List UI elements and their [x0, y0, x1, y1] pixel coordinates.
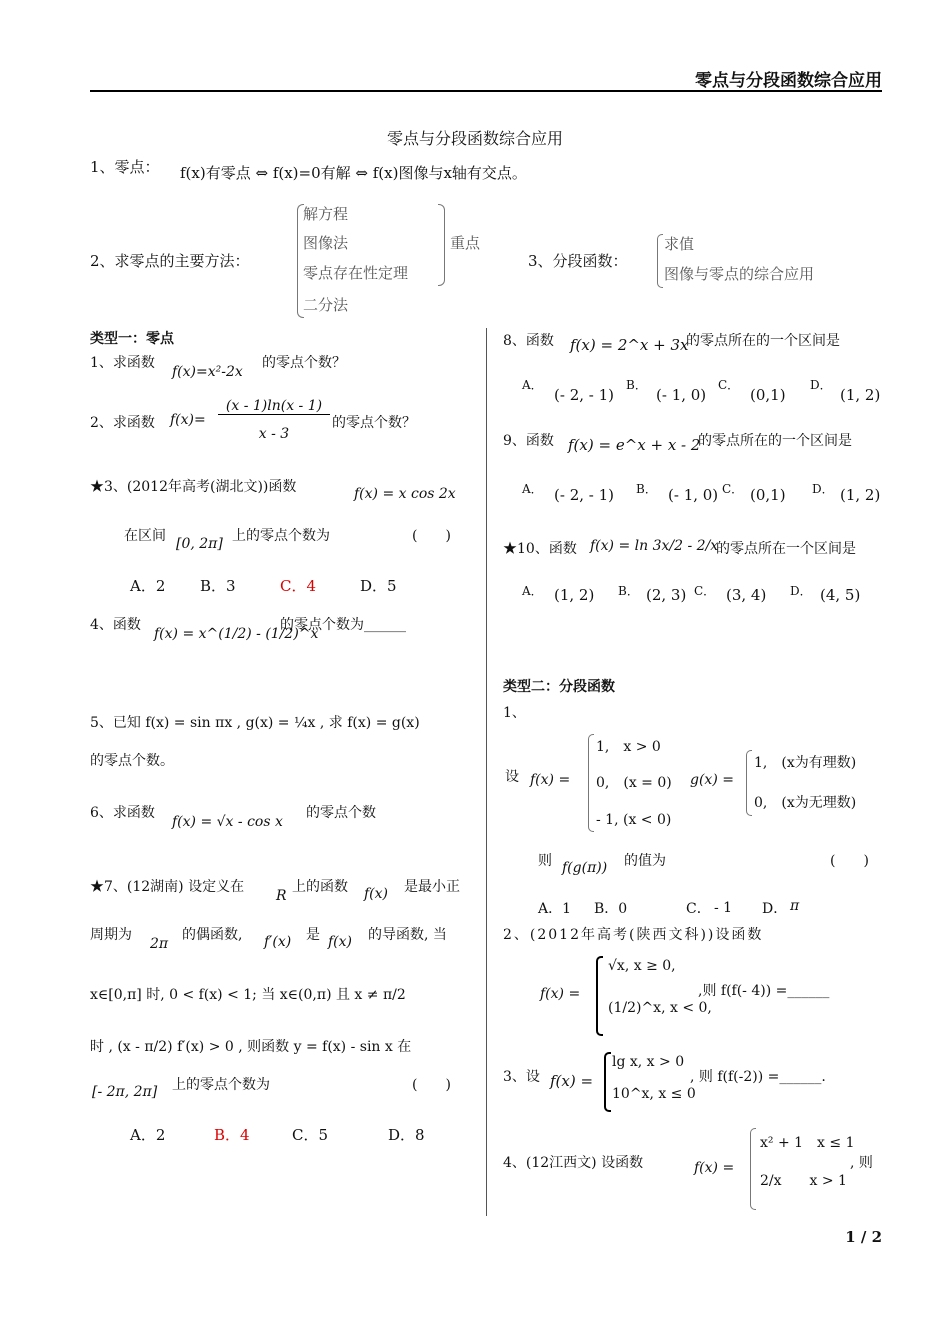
q9-tail: 的零点所在的一个区间是 — [698, 433, 852, 449]
q7-line2b: 的偶函数, — [182, 927, 243, 943]
q8-a-label: A． — [522, 378, 543, 392]
p4-lhs: f(x) = — [694, 1160, 735, 1176]
page-number: 1 / 2 — [845, 1228, 882, 1246]
q9-a-label: A． — [522, 482, 543, 496]
q10-label: ★10、函数 — [503, 541, 577, 557]
p1-g-lhs: g(x) = — [690, 772, 734, 788]
q4-tail: 的零点个数为______ — [280, 617, 406, 633]
q3-label: ★3、(2012年高考(湖北文))函数 — [90, 479, 297, 495]
q6-formula: f(x) = √x - cos x — [172, 814, 283, 830]
q7-R: R — [276, 888, 287, 904]
q9-d-label: D． — [812, 482, 834, 496]
q10-b-label: B． — [618, 584, 639, 598]
q3-line2-tail: 上的零点个数为 — [232, 528, 330, 544]
p1-expr: f(g(π)) — [562, 860, 608, 876]
p1-f-case2: 0, (x = 0) — [596, 775, 672, 791]
p1-option-b: B．0 — [594, 901, 628, 917]
q8-label: 8、函数 — [503, 333, 554, 349]
q2-lhs: f(x)= — [170, 412, 206, 428]
q8-formula: f(x) = 2^x + 3x — [570, 336, 689, 354]
p4-case1: x² + 1 x ≤ 1 — [760, 1135, 855, 1151]
p3-label: 3、设 — [503, 1069, 540, 1085]
doc-title: 零点与分段函数综合应用 — [386, 129, 563, 148]
q8-d-value: (1, 2) — [840, 386, 881, 404]
q7-paren: ( ) — [412, 1077, 451, 1093]
q7-line4: 时 , (x - π/2) f′(x) > 0 , 则函数 y = f(x) - sin x 在 — [90, 1039, 412, 1055]
q7-line3: x∈[0,π] 时, 0 < f(x) < 1; 当 x∈(0,π) 且 x ≠ π/2 — [90, 987, 406, 1003]
intro-q3-label: 3、分段函数： — [528, 252, 628, 270]
q7-line2d: 的导函数, 当 — [368, 927, 447, 943]
type1-heading: 类型一：零点 — [90, 331, 174, 347]
p3-lhs: f(x) = — [550, 1072, 594, 1090]
type2-heading: 类型二：分段函数 — [503, 679, 615, 695]
q2-denominator: x - 3 — [258, 426, 290, 442]
header-rule — [90, 90, 882, 92]
p1-option-c-value: - 1 — [714, 900, 733, 916]
q7-line5: 上的零点个数为 — [172, 1077, 270, 1093]
q7-fx: f(x) — [364, 886, 389, 902]
p3-brace — [604, 1052, 611, 1112]
q10-formula: f(x) = ln 3x/2 - 2/x — [590, 538, 719, 554]
q3-formula: f(x) = x cos 2x — [354, 486, 456, 502]
q3-line2: 在区间 — [124, 528, 166, 544]
q3-interval: [0, 2π] — [176, 536, 223, 552]
q7-option-a: A．2 — [130, 1126, 166, 1144]
p1-option-d-label: D． — [762, 901, 788, 917]
p1-f-brace — [588, 734, 594, 832]
methods-right-brace — [438, 204, 445, 286]
q10-a-label: A． — [522, 584, 543, 598]
p1-tail: 的值为 — [624, 853, 666, 869]
p1-then: 则 — [538, 853, 552, 869]
q6-tail: 的零点个数 — [306, 805, 376, 821]
p4-label: 4、(12江西文) 设函数 — [503, 1155, 644, 1171]
p2-tail: ,则 f(f(- 4)) =______ — [698, 983, 830, 999]
q4-formula: f(x) = x^(1/2) - (1/2)^x — [154, 626, 319, 642]
q10-c-value: (3, 4) — [726, 586, 767, 604]
p2-lhs: f(x) = — [540, 986, 581, 1002]
q9-b-value: (- 1, 0) — [668, 486, 719, 504]
p2-case1: √x, x ≥ 0, — [608, 958, 676, 974]
p4-case2: 2/x x > 1 — [760, 1173, 847, 1189]
q8-c-label: C． — [718, 378, 740, 392]
q7-2pi: 2π — [150, 936, 169, 952]
q8-d-label: D． — [810, 378, 832, 392]
q10-c-label: C． — [694, 584, 716, 598]
p1-f-case1: 1, x > 0 — [596, 739, 661, 755]
p1-g-case2: 0, (x为无理数) — [754, 795, 857, 811]
q7-fprime: f′(x) — [264, 934, 292, 950]
method-4: 二分法 — [303, 296, 349, 314]
p1-f-case3: - 1, (x < 0) — [596, 812, 672, 828]
p1-label: 1、 — [503, 705, 526, 721]
q7-option-d: D．8 — [388, 1126, 425, 1144]
p3-case2: 10^x, x ≤ 0 — [612, 1086, 696, 1102]
p1-g-brace — [746, 750, 752, 816]
q7-line2a: 周期为 — [90, 927, 132, 943]
q7-fx2: f(x) — [328, 934, 353, 950]
q5-line1: 5、已知 f(x) = sin πx , g(x) = ¼x , 求 f(x) = g(x) — [90, 715, 420, 731]
q9-d-value: (1, 2) — [840, 486, 881, 504]
p1-f-lhs: f(x) = — [530, 772, 571, 788]
q9-c-value: (0,1) — [750, 486, 786, 504]
q1-label: 1、求函数 — [90, 355, 155, 371]
q1-formula: f(x)=x²-2x — [172, 364, 243, 380]
q7-interval: [- 2π, 2π] — [92, 1084, 158, 1100]
q8-tail: 的零点所在的一个区间是 — [686, 333, 840, 349]
q10-d-value: (4, 5) — [820, 586, 861, 604]
q9-c-label: C． — [722, 482, 744, 496]
method-3: 零点存在性定理 — [303, 264, 409, 282]
q7-line2c: 是 — [306, 927, 320, 943]
p4-brace — [750, 1128, 756, 1210]
q9-a-value: (- 2, - 1) — [554, 486, 614, 504]
q10-tail: 的零点所在一个区间是 — [716, 541, 856, 557]
header-title: 零点与分段函数综合应用 — [695, 71, 882, 91]
q8-a-value: (- 2, - 1) — [554, 386, 614, 404]
method-2: 图像法 — [303, 234, 349, 252]
column-divider — [486, 328, 487, 1216]
p1-paren: ( ) — [830, 853, 869, 869]
p3-case1: lg x, x > 0 — [612, 1054, 685, 1070]
intro-q1-text: f(x)有零点 ⇔ f(x)=0有解 ⇔ f(x)图像与x轴有交点。 — [180, 164, 527, 182]
q4-label: 4、函数 — [90, 617, 141, 633]
p2-case2: (1/2)^x, x < 0, — [608, 1000, 712, 1016]
q8-b-value: (- 1, 0) — [656, 386, 707, 404]
q7-line1a: ★7、(12湖南) 设定义在 — [90, 879, 245, 895]
q3-paren: ( ) — [412, 528, 451, 544]
q7-option-b: B．4 — [214, 1126, 250, 1144]
q3-option-b: B．3 — [200, 577, 236, 595]
p1-option-d-value: π — [790, 898, 800, 914]
intro-q1-label: 1、零点： — [90, 158, 160, 176]
q3-option-c: C．4 — [280, 577, 317, 595]
piecewise-item-1: 求值 — [664, 235, 695, 253]
p1-option-c-label: C． — [686, 901, 711, 917]
p4-tail: , 则 — [850, 1155, 873, 1171]
q2-tail: 的零点个数？ — [332, 415, 416, 431]
q2-numerator: (x - 1)ln(x - 1) — [218, 398, 330, 415]
q3-option-a: A．2 — [130, 577, 166, 595]
intro-q2-label: 2、求零点的主要方法： — [90, 252, 250, 270]
q7-option-c: C．5 — [292, 1126, 329, 1144]
p1-g-case1: 1, (x为有理数) — [754, 755, 857, 771]
q2-label: 2、求函数 — [90, 415, 155, 431]
q6-label: 6、求函数 — [90, 805, 155, 821]
q8-c-value: (0,1) — [750, 386, 786, 404]
q10-a-value: (1, 2) — [554, 586, 595, 604]
p2-brace — [596, 956, 603, 1036]
q9-formula: f(x) = e^x + x - 2 — [568, 436, 701, 454]
p3-tail: , 则 f(f(-2)) =______. — [690, 1069, 826, 1085]
q8-b-label: B． — [626, 378, 647, 392]
piecewise-item-2: 图像与零点的综合应用 — [664, 265, 815, 283]
q10-d-label: D． — [790, 584, 812, 598]
q10-b-value: (2, 3) — [646, 586, 687, 604]
q7-line1c: 是最小正 — [404, 879, 460, 895]
q5-line2: 的零点个数。 — [90, 753, 174, 769]
q7-line1b: 上的函数 — [292, 879, 348, 895]
method-1: 解方程 — [303, 205, 349, 223]
p1-set: 设 — [505, 769, 519, 785]
q9-label: 9、函数 — [503, 433, 554, 449]
p1-option-a: A．1 — [538, 901, 572, 917]
q9-b-label: B． — [636, 482, 657, 496]
focus-label: 重点 — [450, 234, 481, 252]
q1-tail: 的零点个数？ — [262, 355, 346, 371]
piecewise-brace — [657, 234, 663, 288]
q3-option-d: D．5 — [360, 577, 397, 595]
p2-line1: 2、(2012年高考(陕西文科))设函数 — [503, 927, 764, 943]
